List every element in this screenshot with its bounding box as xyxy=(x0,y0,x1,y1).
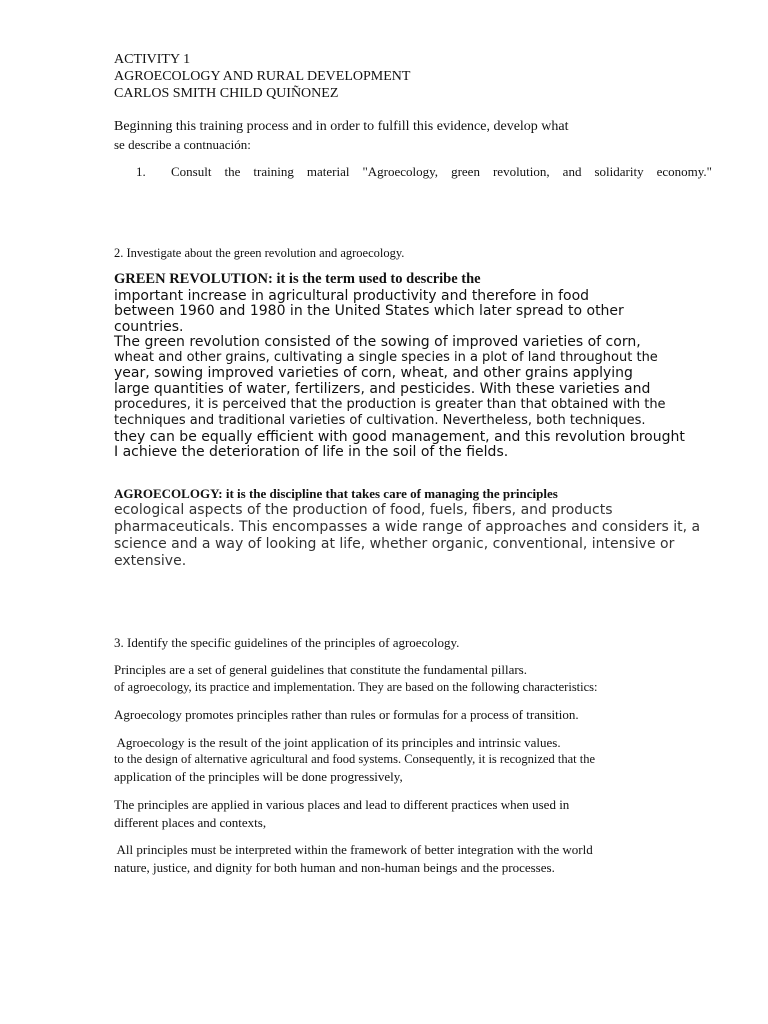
list-item-1-number: 1. xyxy=(136,164,146,179)
list-item-1-word: and xyxy=(562,164,582,179)
principles-paragraph-4-line: different places and contexts, xyxy=(114,815,267,830)
principles-paragraph-5-line: All principles must be interpreted within the framework of better integration with the world xyxy=(114,842,593,857)
section-2-heading: 2. Investigate about the green revolution and agroecology. xyxy=(114,246,405,260)
list-item-1-word: revolution, xyxy=(492,164,550,179)
principles-paragraph-4-line: The principles are applied in various places and lead to different practices when used in xyxy=(114,797,570,812)
principles-paragraph-1-line: Principles are a set of general guidelines that constitute the fundamental pillars. xyxy=(114,662,527,677)
green-revolution-line: they can be equally efficient with good management, and this revolution brought xyxy=(114,429,685,445)
principles-paragraph-3-line: to the design of alternative agricultural and food systems. Consequently, it is recognized that the xyxy=(114,752,596,766)
green-revolution-lead: GREEN REVOLUTION: it is the term used to describe the xyxy=(114,271,481,287)
agroecology-lead: AGROECOLOGY: it is the discipline that takes care of managing the principles xyxy=(114,486,558,501)
agroecology-line: ecological aspects of the production of food, fuels, fibers, and products xyxy=(114,502,613,518)
list-item-1-word: material xyxy=(306,164,350,179)
intro-line-1: Beginning this training process and in order to fulfill this evidence, develop what xyxy=(114,119,569,134)
agroecology-line: pharmaceuticals. This encompasses a wide range of approaches and considers it, a xyxy=(114,519,701,535)
activity-title: ACTIVITY 1 xyxy=(114,52,191,67)
principles-paragraph-3-line: Agroecology is the result of the joint application of its principles and intrinsic values. xyxy=(114,735,561,750)
list-item-1-word: solidarity xyxy=(594,164,644,179)
green-revolution-line: The green revolution consisted of the sowing of improved varieties of corn, xyxy=(114,334,641,350)
green-revolution-line: between 1960 and 1980 in the United States which later spread to other xyxy=(114,303,624,319)
green-revolution-line: I achieve the deterioration of life in the soil of the fields. xyxy=(114,444,509,460)
green-revolution-line: procedures, it is perceived that the production is greater than that obtained with the xyxy=(114,397,666,412)
list-item-1-word: "Agroecology, xyxy=(362,164,439,179)
student-name: CARLOS SMITH CHILD QUIÑONEZ xyxy=(114,86,339,101)
list-item-1-word: green xyxy=(451,164,480,179)
green-revolution-line: important increase in agricultural productivity and therefore in food xyxy=(114,288,590,304)
green-revolution-line: countries. xyxy=(114,319,184,335)
intro-line-2: se describe a contnuación: xyxy=(114,137,251,152)
list-item-1-word: Consult xyxy=(171,164,212,179)
principles-paragraph-1-line: of agroecology, its practice and implementation. They are based on the following characteristics: xyxy=(114,680,598,694)
list-item-1-word: economy." xyxy=(656,164,712,179)
list-item-1 xyxy=(136,164,712,180)
agroecology-line: extensive. xyxy=(114,553,187,569)
principles-paragraph-3-line: application of the principles will be done progressively, xyxy=(114,769,403,784)
principles-paragraph-2: Agroecology promotes principles rather than rules or formulas for a process of transition. xyxy=(114,707,579,722)
green-revolution-line: wheat and other grains, cultivating a single species in a plot of land throughout the xyxy=(114,350,658,365)
agroecology-line: science and a way of looking at life, whether organic, conventional, intensive or xyxy=(114,536,675,552)
green-revolution-line: year, sowing improved varieties of corn, wheat, and other grains applying xyxy=(114,365,633,381)
section-3-heading: 3. Identify the specific guidelines of the principles of agroecology. xyxy=(114,635,460,650)
course-title: AGROECOLOGY AND RURAL DEVELOPMENT xyxy=(114,69,411,84)
green-revolution-line: techniques and traditional varieties of cultivation. Nevertheless, both techniques. xyxy=(114,413,646,428)
list-item-1-word: training xyxy=(253,164,294,179)
green-revolution-line: large quantities of water, fertilizers, and pesticides. With these varieties and xyxy=(114,381,651,397)
list-item-1-word: the xyxy=(224,164,241,179)
principles-paragraph-5-line: nature, justice, and dignity for both human and non-human beings and the processes. xyxy=(114,860,555,875)
